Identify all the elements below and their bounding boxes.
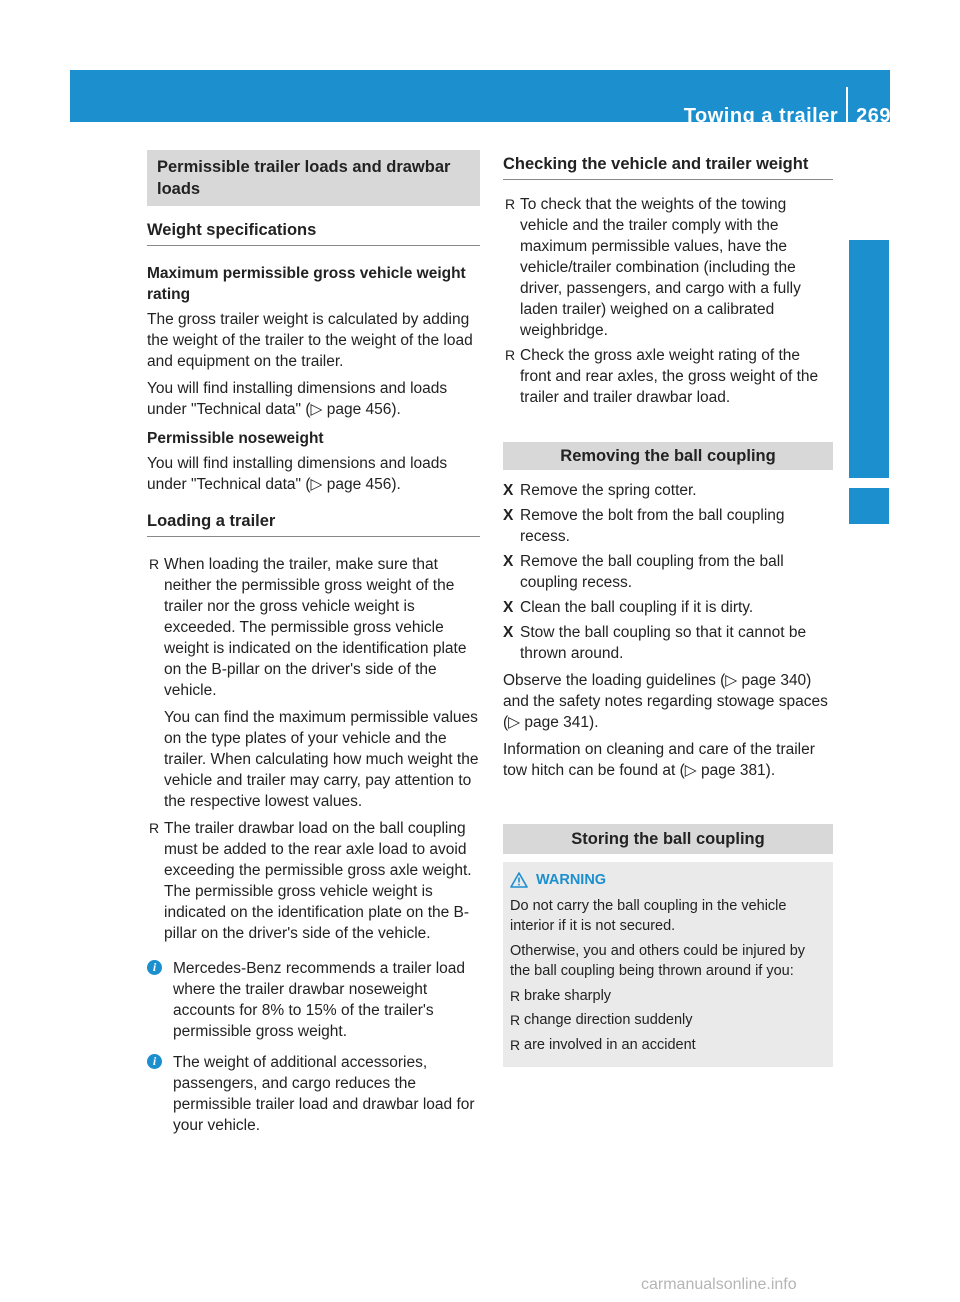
- bullet-marker: R: [505, 347, 516, 363]
- step-list: [503, 480, 833, 664]
- running-header: [684, 90, 891, 142]
- step-text: Remove the bolt from the ball coupling recess.: [520, 507, 785, 545]
- step-item: [503, 597, 833, 618]
- info-circle-icon: i: [147, 960, 162, 975]
- step-text: Remove the ball coupling from the ball coupling recess.: [520, 553, 784, 591]
- paragraph: Information on cleaning and care of the trailer tow hitch can be found at (▷ page 381).: [503, 741, 815, 779]
- bullet-marker: R: [149, 820, 160, 836]
- chapter-title: Towing a trailer: [683, 104, 839, 127]
- noseweight-heading: Permissible noseweight: [147, 430, 324, 447]
- warning-text: Otherwise, you and others could be injured by the ball coupling being thrown around if you:: [510, 942, 806, 979]
- bullet-marker: R: [505, 196, 516, 212]
- paragraph: You will find installing dimensions and loads under "Technical data" (▷ page 456).: [147, 455, 448, 493]
- paragraph: The gross trailer weight is calculated by adding the weight of the trailer to the weight of the load and equipment on the trailer.: [147, 311, 473, 370]
- paragraph: Observe the loading guidelines (▷ page 340) and the safety notes regarding stowage spaces (▷ page 341).: [503, 672, 828, 731]
- step-marker: X: [503, 482, 514, 499]
- weight-spec-heading: Weight specifications: [147, 220, 480, 246]
- step-marker: X: [503, 553, 514, 570]
- step-item: [503, 551, 833, 593]
- list-item-continuation: You can find the maximum permissible values on the type plates of your vehicle and the trailer. When calculating how much weight the vehicle and trailer may carry, pay attention to the respective lowest values.: [164, 709, 479, 810]
- header-divider: [846, 87, 848, 139]
- warning-list-item: [510, 1035, 827, 1056]
- warning-box: [503, 862, 833, 1067]
- warning-list: [510, 986, 827, 1056]
- warning-item-text: change direction suddenly: [524, 1012, 693, 1028]
- check-weight-heading: Checking the vehicle and trailer weight: [503, 154, 833, 180]
- info-note: [147, 958, 480, 1042]
- step-text: Stow the ball coupling so that it cannot be thrown around.: [520, 624, 807, 662]
- warning-list-item: [510, 986, 827, 1007]
- bullet-marker: R: [149, 556, 160, 572]
- store-coupling-heading: Storing the ball coupling: [503, 824, 833, 854]
- remove-coupling-heading: Removing the ball coupling: [503, 442, 833, 470]
- paragraph: You will find installing dimensions and loads under "Technical data" (▷ page 456).: [147, 380, 448, 418]
- step-item: [503, 505, 833, 547]
- step-text: Remove the spring cotter.: [520, 482, 697, 499]
- bullet-marker: R: [510, 1012, 521, 1028]
- bullet-marker: R: [510, 1036, 521, 1053]
- list-item-text: Check the gross axle weight rating of the front and rear axles, the gross weight of the trailer and trailer drawbar load.: [520, 347, 819, 406]
- info-circle-icon: i: [147, 1054, 162, 1069]
- step-marker: X: [503, 599, 514, 616]
- warning-text: Do not carry the ball coupling in the vehicle interior if it is not secured.: [510, 897, 787, 934]
- left-column: [147, 150, 480, 1144]
- info-text: The weight of additional accessories, passengers, and cargo reduces the permissible trailer load and drawbar load for your vehicle.: [173, 1054, 475, 1134]
- list-item: [503, 345, 833, 408]
- step-item: [503, 480, 833, 501]
- list-item-text: When loading the trailer, make sure that neither the permissible gross weight of the trailer nor the gross vehicle weight is exceeded. The permissible gross vehicle weight is indicated on the identification plate on the B-pillar on the driver's side of the vehicle.: [164, 556, 467, 699]
- footer-watermark: carmanualsonline.info: [641, 1276, 797, 1293]
- info-note: [147, 1052, 480, 1136]
- step-marker: X: [503, 624, 514, 641]
- list-item: [147, 554, 480, 812]
- info-text: Mercedes-Benz recommends a trailer load where the trailer drawbar noseweight accounts for 8% to 15% of the trailer's permissible gross weight.: [173, 960, 466, 1040]
- warning-list-item: [510, 1010, 827, 1031]
- bullet-marker: R: [510, 987, 521, 1004]
- list-item: [147, 818, 480, 944]
- side-tab-label: Driving and parking: [856, 280, 879, 478]
- max-weight-heading: Maximum permissible gross vehicle weight rating: [147, 265, 466, 303]
- list-item-text: To check that the weights of the towing vehicle and the trailer comply with the maximum permissible values, have the vehicle/trailer combination (including the driver, passengers, and cargo with a fully laden trailer) weighed on a calibrated weighbridge.: [520, 196, 801, 339]
- warning-triangle-icon: [510, 872, 528, 888]
- step-text: Clean the ball coupling if it is dirty.: [520, 599, 754, 616]
- step-marker: X: [503, 507, 514, 524]
- side-tab-marker: [849, 488, 889, 524]
- warning-title: [510, 870, 827, 891]
- list-item: [503, 194, 833, 341]
- warning-item-text: brake sharply: [524, 987, 612, 1004]
- list-item-text: The trailer drawbar load on the ball coupling must be added to the rear axle load to avoid exceeding the permissible gross axle weight. The permissible gross vehicle weight is indicated on the identification plate on the B-pillar on the driver's side of the vehicle.: [164, 820, 472, 942]
- loading-heading: Loading a trailer: [147, 511, 480, 537]
- section-box-heading: Permissible trailer loads and drawbar loads: [147, 150, 480, 206]
- right-column: [503, 150, 833, 1067]
- warning-label: WARNING: [536, 872, 607, 888]
- step-item: [503, 622, 833, 664]
- warning-item-text: are involved in an accident: [524, 1036, 696, 1053]
- page-number: 269: [856, 104, 891, 127]
